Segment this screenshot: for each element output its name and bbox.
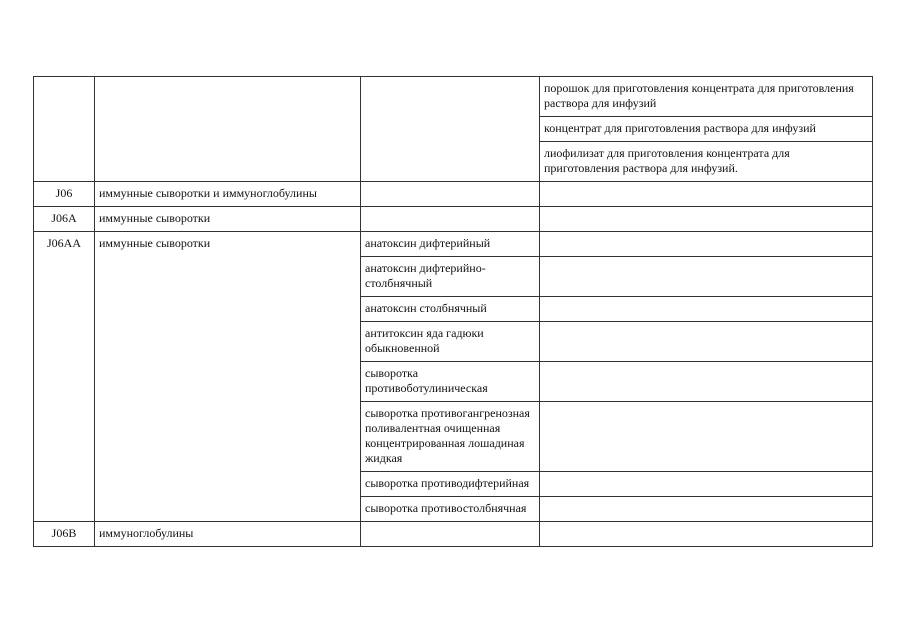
drug-table (33, 76, 873, 547)
drug-name-cell (361, 77, 540, 182)
atc-name-cell (95, 77, 361, 182)
atc-code-cell: J06 (34, 182, 95, 207)
atc-name-cell: иммунные сыворотки (95, 232, 361, 522)
drug-name-cell: анатоксин дифтерийный (361, 232, 540, 257)
drug-name-cell (361, 522, 540, 547)
drug-name-cell: сыворотка противоботулиническая (361, 362, 540, 402)
atc-code-cell: J06AA (34, 232, 95, 522)
atc-name-cell: иммунные сыворотки и иммуноглобулины (95, 182, 361, 207)
drug-name-cell: анатоксин дифтерийно-столбнячный (361, 257, 540, 297)
drug-name-cell: сыворотка противодифтерийная (361, 472, 540, 497)
drug-name-cell (361, 182, 540, 207)
dosage-form-cell (540, 257, 873, 297)
atc-code-cell (34, 77, 95, 182)
dosage-form-cell (540, 402, 873, 472)
drug-name-cell: антитоксин яда гадюки обыкновенной (361, 322, 540, 362)
dosage-form-cell: концентрат для приготовления раствора для инфузий (540, 117, 873, 142)
dosage-form-cell (540, 207, 873, 232)
dosage-form-cell (540, 322, 873, 362)
drug-name-cell: сыворотка противогангренозная поливалентная очищенная концентрированная лошадиная жидкая (361, 402, 540, 472)
dosage-form-cell: порошок для приготовления концентрата для приготовления раствора для инфузий (540, 77, 873, 117)
atc-name-cell: иммунные сыворотки (95, 207, 361, 232)
atc-code-cell: J06A (34, 207, 95, 232)
drug-name-cell (361, 207, 540, 232)
dosage-form-cell (540, 297, 873, 322)
dosage-form-cell (540, 182, 873, 207)
dosage-form-cell (540, 362, 873, 402)
atc-code-cell: J06B (34, 522, 95, 547)
drug-name-cell: анатоксин столбнячный (361, 297, 540, 322)
dosage-form-cell (540, 522, 873, 547)
dosage-form-cell (540, 232, 873, 257)
table-row (34, 232, 873, 257)
table-row (34, 207, 873, 232)
dosage-form-cell (540, 497, 873, 522)
table-row (34, 522, 873, 547)
dosage-form-cell: лиофилизат для приготовления концентрата для приготовления раствора для инфузий. (540, 142, 873, 182)
atc-name-cell: иммуноглобулины (95, 522, 361, 547)
dosage-form-cell (540, 472, 873, 497)
drug-name-cell: сыворотка противостолбнячная (361, 497, 540, 522)
table-row (34, 182, 873, 207)
table-row (34, 77, 873, 117)
